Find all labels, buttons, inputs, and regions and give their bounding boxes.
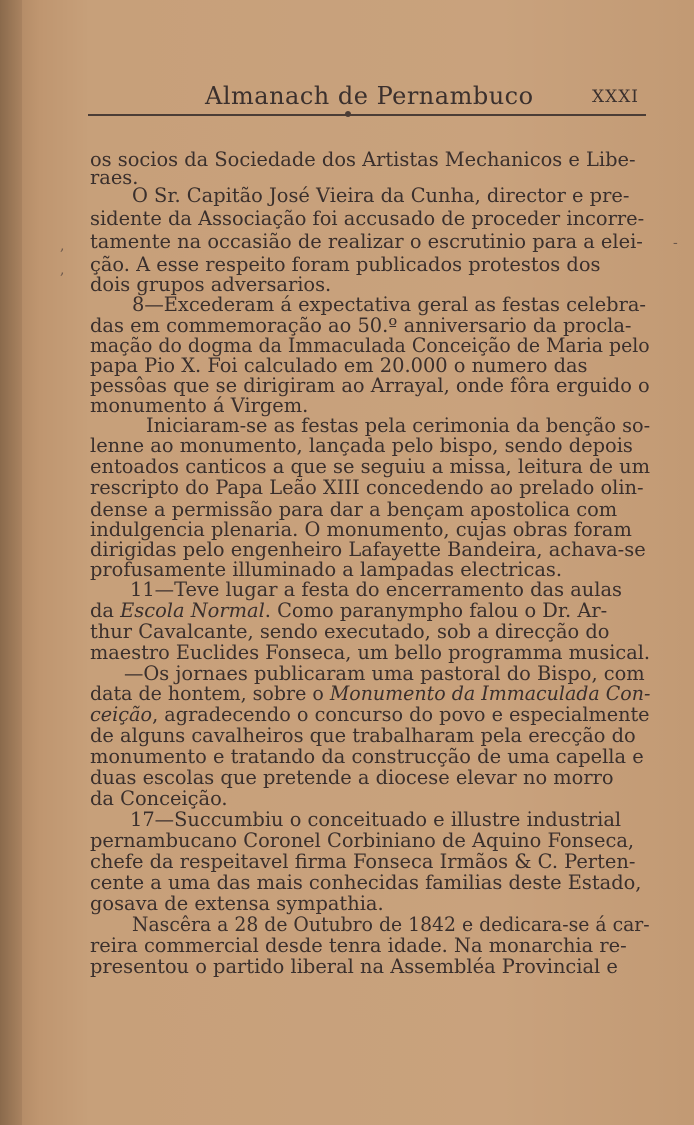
text-line: 8—Excederam á expectativa geral as festas celebra- (132, 293, 646, 316)
text-line: das em commemoração ao 50.º anniversario da procla- (90, 314, 632, 337)
text-line: raes. (90, 166, 139, 189)
text-line: 11—Teve lugar a festa do encerramento das aulas (130, 578, 622, 601)
text-line: da Conceição. (90, 787, 228, 810)
text-line: thur Cavalcante, sendo executado, sob a direcção do (90, 620, 610, 643)
text-line: indulgencia plenaria. O monumento, cujas obras foram (90, 518, 632, 541)
text-line: pernambucano Coronel Corbiniano de Aquino Fonseca, (90, 829, 635, 852)
text-run: . Como paranympho falou o Dr. Ar- (264, 599, 608, 622)
text-line: reira commercial desde tenra idade. Na monarchia re- (90, 934, 627, 957)
text-line: —Os jornaes publicaram uma pastoral do Bispo, com (124, 662, 645, 685)
text-line: duas escolas que pretende a diocese elevar no morro (90, 766, 614, 789)
text-run: , agradecendo o concurso do povo e especialmente (152, 703, 650, 726)
text-line: O Sr. Capitão José Vieira da Cunha, director e pre- (132, 184, 630, 207)
text-line: os socios da Sociedade dos Artistas Mechanicos e Libe- (90, 148, 636, 171)
text-line: cente a uma das mais conhecidas familias deste Estado, (90, 871, 642, 894)
italic-title: Monumento da Immaculada Con- (329, 682, 651, 705)
text-line: gosava de extensa sympathia. (90, 892, 384, 915)
text-line: ção. A esse respeito foram publicados protestos dos (90, 253, 601, 276)
text-line: monumento á Virgem. (90, 394, 309, 417)
text-line: dirigidas pelo engenheiro Lafayette Bandeira, achava-se (90, 538, 646, 561)
text-line: dense a permissão para dar a bençam apostolica com (90, 498, 618, 521)
text-line: mação do dogma da Immaculada Conceição de Maria pelo (90, 334, 650, 357)
text-line: entoados canticos a que se seguiu a missa, leitura de um (90, 455, 650, 478)
text-line: de alguns cavalheiros que trabalharam pela erecção do (90, 724, 636, 747)
text-line: rescripto do Papa Leão XIII concedendo ao prelado olin- (90, 476, 644, 499)
italic-title: ceição (90, 703, 153, 726)
text-line: profusamente illuminado a lampadas electricas. (90, 558, 563, 581)
text-line: maestro Euclides Fonseca, um bello programma musical. (90, 641, 651, 664)
text-line: Iniciaram-se as festas pela cerimonia da benção so- (146, 414, 651, 437)
page-number: XXXI (592, 87, 640, 107)
text-line: chefe da respeitavel firma Fonseca Irmãos & C. Perten- (90, 850, 636, 873)
text-run: data de hontem, sobre o (90, 682, 330, 705)
italic-title: Escola Normal (120, 599, 265, 622)
text-line: tamente na occasião de realizar o escrutinio para a elei- (90, 230, 643, 253)
text-line: papa Pio X. Foi calculado em 20.000 o numero das (90, 354, 588, 377)
margin-mark: , (60, 262, 65, 278)
margin-mark: , (60, 238, 65, 254)
text-run: da (90, 599, 121, 622)
text-line: 17—Succumbiu o conceituado e illustre industrial (130, 808, 622, 831)
text-line: pessôas que se dirigiram ao Arrayal, onde fôra erguido o (90, 374, 650, 397)
text-line: lenne ao monumento, lançada pelo bispo, sendo depois (90, 434, 633, 457)
header-rule-ornament (345, 111, 351, 117)
text-line: dois grupos adversarios. (90, 273, 332, 296)
running-header-title: Almanach de Pernambuco (205, 82, 534, 110)
text-line: monumento e tratando da construcção de uma capella e (90, 745, 644, 768)
text-line: presentou o partido liberal na Assembléa Provincial e (90, 955, 618, 978)
header-rule (88, 114, 646, 116)
margin-mark: - (673, 235, 678, 251)
text-line: sidente da Associação foi accusado de proceder incorre- (90, 207, 645, 230)
page-binding-edge (0, 0, 22, 1125)
text-line: Nascêra a 28 de Outubro de 1842 e dedicara-se á car- (132, 913, 650, 936)
